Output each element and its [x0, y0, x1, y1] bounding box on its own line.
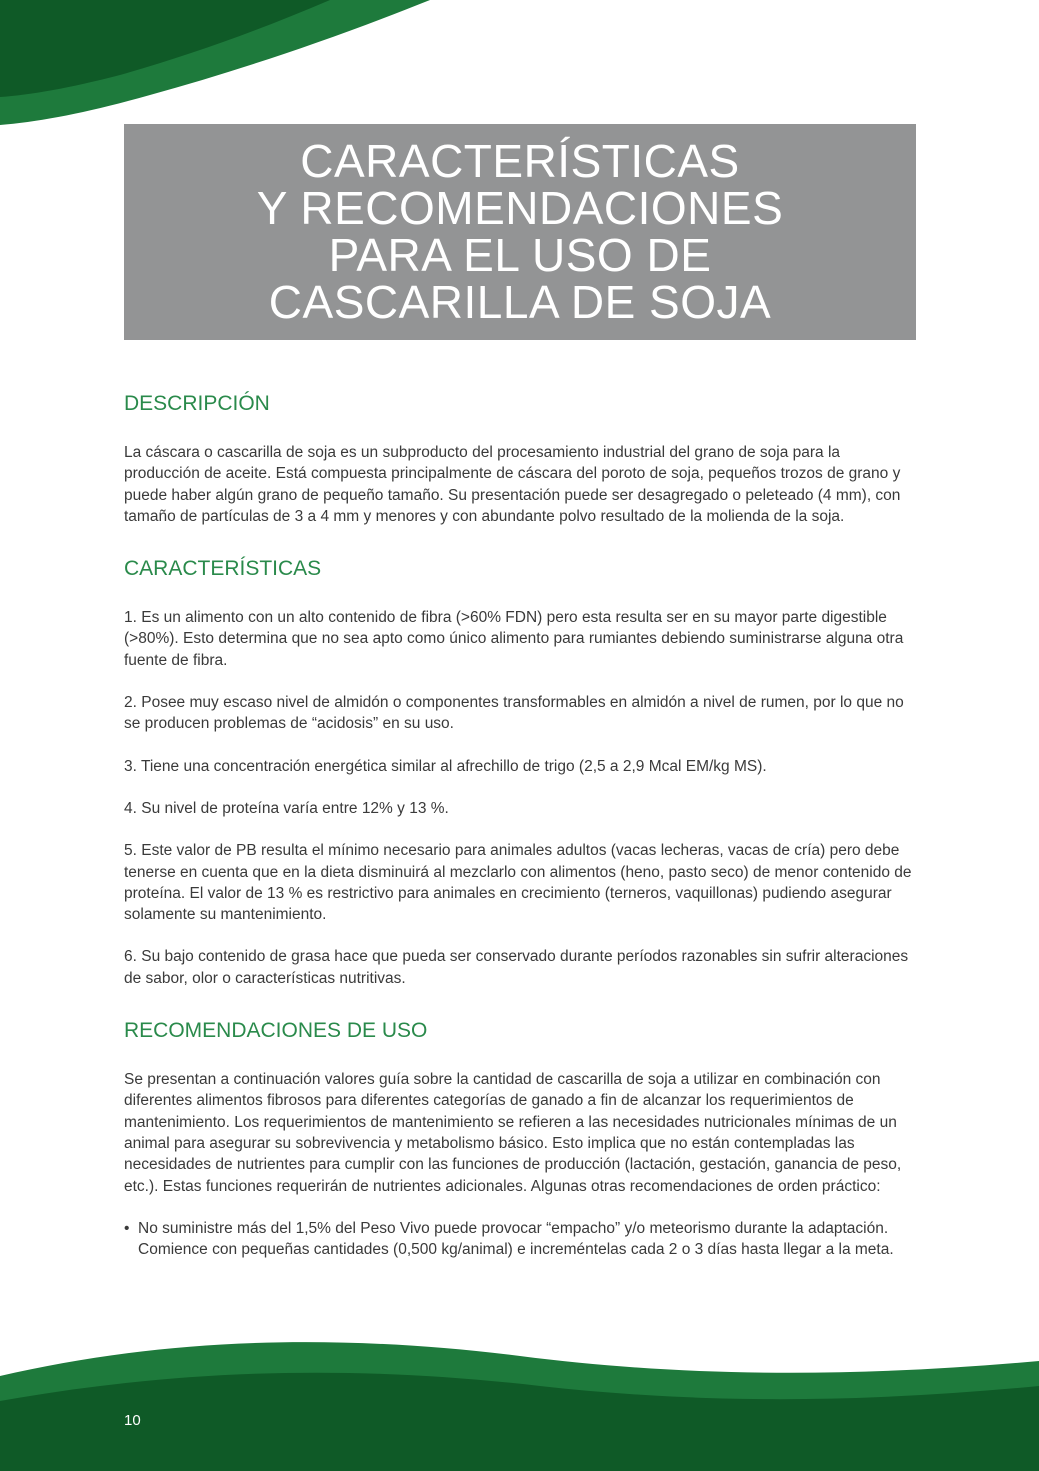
heading-descripcion: DESCRIPCIÓN: [124, 392, 270, 415]
bottom-wave-decoration: [0, 1331, 1039, 1471]
caracteristica-item: 5. Este valor de PB resulta el mínimo necesario para animales adultos (vacas lecheras, vacas de cría) pero debe tenerse en cuenta que en la dieta disminuirá al mezclarlo con alimentos (heno, pasto seco) de menor contenido de proteína. El valor de 13 % es restrictivo para animales en crecimiento (terneros, vaquillonas) pudiendo asegurar solamente su mantenimiento.: [124, 842, 912, 924]
title-line-2: Y RECOMENDACIONES: [256, 182, 784, 234]
heading-caracteristicas: CARACTERÍSTICAS: [124, 557, 322, 581]
caracteristica-item: 6. Su bajo contenido de grasa hace que pueda ser conservado durante períodos razonables sin sufrir alteraciones de sabor, olor o características nutritivas.: [124, 948, 909, 987]
caracteristica-item: 4. Su nivel de proteína varía entre 12% y 13 %.: [124, 799, 449, 817]
bullet-mark: •: [124, 1219, 130, 1237]
title-line-4: CASCARILLA DE SOJA: [268, 276, 772, 328]
caracteristica-item: 1. Es un alimento con un alto contenido de fibra (>60% FDN) pero esta resulta ser en su mayor parte digestible (>80%). Esto determina que no sea apto como único alimento para rumiantes debiendo suministrarse alguna otra fuente de fibra.: [124, 609, 904, 669]
page-number: 10: [124, 1412, 141, 1429]
title-line-3: PARA EL USO DE: [328, 229, 712, 281]
top-wave-decoration: [0, 0, 1039, 140]
recomendaciones-text: Se presentan a continuación valores guía sobre la cantidad de cascarilla de soja a utilizar en combinación con diferentes alimentos fibrosos para diferentes categorías de ganado a fin de alcanzar los requerimientos de mantenimiento. Los requerimientos de mantenimiento se refieren a las necesidades nutricionales mínimas de un animal para asegurar su sobrevivencia y metabolismo básico. Esto implica que no están contempladas las necesidades de nutrientes para cumplir con las funciones de producción (lactación, gestación, ganancia de peso, etc.). Estas funciones requerirán de nutrientes adicionales. Algunas otras recomendaciones de orden práctico:: [124, 1071, 902, 1195]
main-content: [124, 390, 916, 1260]
title-banner: [124, 124, 916, 340]
bullet-text: No suministre más del 1,5% del Peso Vivo puede provocar “empacho” y/o meteorismo durante la adaptación. Comience con pequeñas cantidades (0,500 kg/animal) e increméntelas cada 2 o 3 días hasta llegar a la meta.: [138, 1219, 894, 1259]
heading-recomendaciones: RECOMENDACIONES DE USO: [124, 1019, 428, 1043]
caracteristica-item: 3. Tiene una concentración energética similar al afrechillo de trigo (2,5 a 2,9 Mcal EM/kg MS).: [124, 757, 767, 775]
descripcion-text: La cáscara o cascarilla de soja es un subproducto del procesamiento industrial del grano de soja para la producción de aceite. Está compuesta principalmente de cáscara del poroto de soja, pequeños trozos de grano y puede haber algún grano de pequeño tamaño. Su presentación puede ser desagregado o peleteado (4 mm), con tamaño de partículas de 3 a 4 mm y menores y con abundante polvo resultado de la molienda de la soja.: [124, 444, 901, 525]
title-line-1: CARACTERÍSTICAS: [300, 135, 740, 187]
caracteristica-item: 2. Posee muy escaso nivel de almidón o componentes transformables en almidón a nivel de rumen, por lo que no se producen problemas de “acidosis” en su uso.: [124, 694, 904, 733]
recomendacion-bullet: [124, 1218, 916, 1261]
